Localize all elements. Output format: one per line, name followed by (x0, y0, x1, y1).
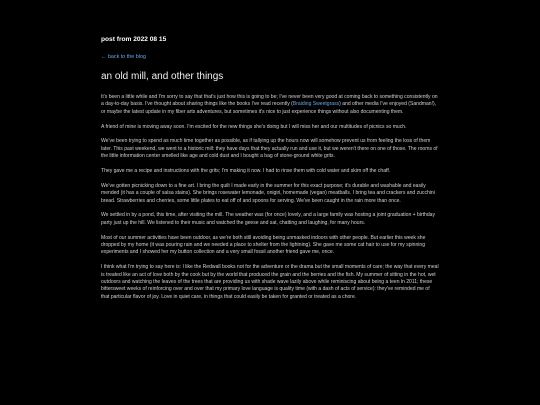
paragraph-5: We've gotten picnicking down to a fine art. I bring the quilt I made early in the summer for this exact purpose; it's durable and washable and easily mended (it has a couple of salsa stains). She brings rosewater lemonade, onigiri, homemade (vegan) meatballs. I bring tea and crackers and zucchini bread. Strawberries and cherries, some little plates to eat off of and spoons for serving. We've been caught in the rain more than once. (101, 182, 435, 204)
paragraph-1-text-a: It's been a little while and I'm sorry to say that that's just how this is going to be; I've never been very good at coming back to something consistently on a day-to-day basis. I've thought about sharing things like the books I've read recently ( (101, 94, 438, 108)
braiding-sweetgrass-link[interactable]: Braiding Sweetgrass (292, 101, 340, 108)
paragraph-2: A friend of mine is moving away soon. I'm excited for the new things she's doing but I will miss her and our multitudes of picnics so much. (101, 123, 407, 130)
paragraph-8: I think what I'm trying to say here is: I like the Redwall books not for the adventure or the drama but the small moments of care; the way that every meal is treated like an act of love both by the cook but by the world that produced the grain and the berries and the fish. My summer of sitting in the hot, wet outdoors and watching the leaves of the trees that are providing us with shade wave lazily above while reminiscing about being a teen in 2011; these bittersweet weeks of reinforcing over and over that my primary love language is quality time (with a dash of acts of service): they've reminded me of that particular flavor of joy. Love in quiet care, in things that could easily be taken for granted or treated as a chore. (101, 264, 439, 300)
paragraph-6: We settled in by a pond, this time, after visiting the mill. The weather was (for once) lovely, and a large family was hosting a joint graduation + birthday party just up the hill. We listened to their music and watched the geese and sat, chatting and laughing, for many hours. (101, 212, 435, 226)
paragraph-3: We've been trying to spend as much time together as possible, as if tallying up the hours now will somehow prevent us from feeling the loss of them later. This past weekend, we went to a historic mill: they have days that they actually run and use it, but we weren't there on one of those. The rooms of the little information center smelled like age and cold dust and I bought a bag of stone-ground white grits. (101, 138, 438, 160)
paragraph-1 (101, 94, 439, 116)
paragraph-7: Most of our summer activities have been outdoor, as we're both still avoiding being unmasked indoors with other people. But earlier this week she dropped by my home (it was pouring rain and we needed a place to shelter from the lightning). She gave me some cat hair to use for my spinning experiments and I showed her my button collection and a very small fossil another friend gave me, once. (101, 234, 426, 256)
post-title: an old mill, and other things (101, 71, 224, 82)
blog-post (101, 36, 439, 309)
post-date-heading: post from 2022 08 15 (101, 36, 167, 43)
back-to-blog-link[interactable]: ← back to the blog (101, 54, 146, 60)
paragraph-4: They gave me a recipe and instructions with the grits; I'm making it now. I had to rinse them with cold water and skim off the chaff. (101, 168, 391, 175)
paragraph-1-text-b: ) and other media I've enjoyed (Sandman!), or maybe the latest update in my fiber arts adventures, but sometimes it's nice to just experience things without also documenting them. (101, 101, 437, 115)
